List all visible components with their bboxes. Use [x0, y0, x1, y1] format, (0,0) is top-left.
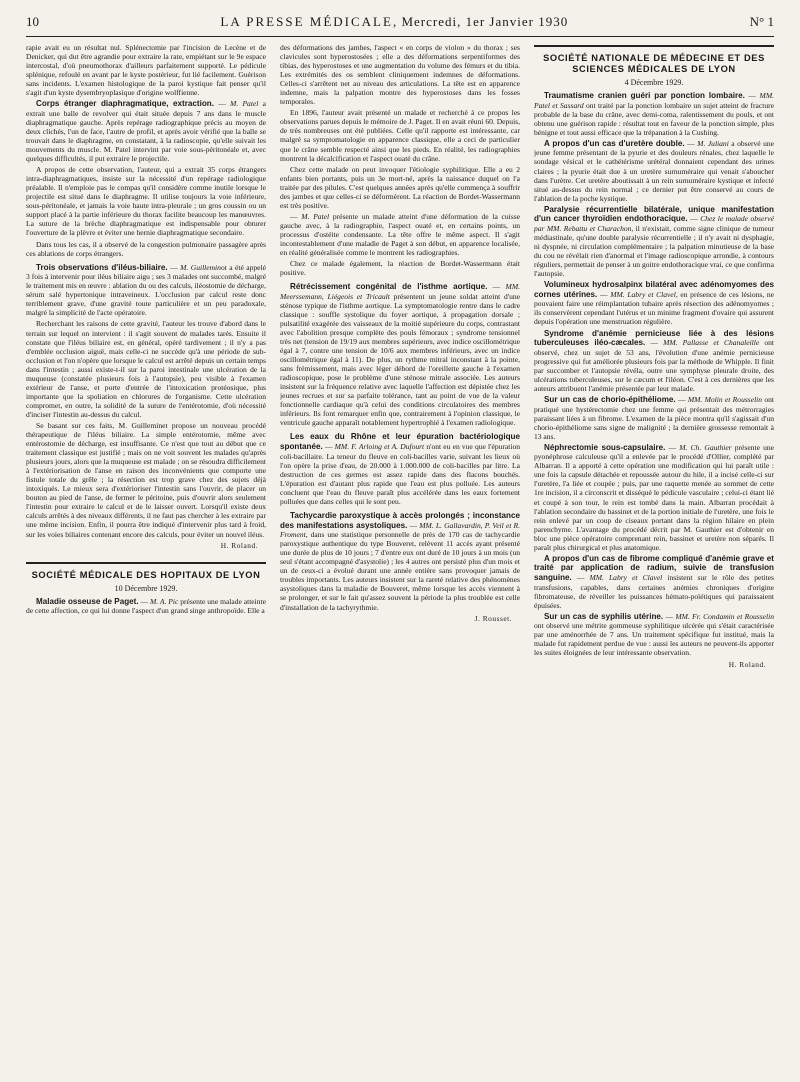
article-paragraph: Néphrectomie sous-capsulaire. — M. Ch. Gauthier présente une pyonéphrose calculeuse qu'il a enlevée par le procédé d'Ollier, complété par Albarran. Il a apporté à cette opération une modification qui lui paraît utile : une fois la capsule détachée et repoussée autour du hile, il a incisé celle-ci sur l'uretère, l'a liée et coupée ; puis, par une raquette menée au sommet de cette 1re incision, il a circonscrit et disséqué le pédicule vasculaire ; celui-ci étant lié et coupé à son tour, le rein est tombé dans la main. Albarran procédait à l'ablation secondaire du bassinet et de la portion initiale de l'uretère, une fois le rein enlevé par un coup de ciseaux portant dans la région hilaire en plein parenchyme. L'avantage du procédé décrit par M. Gauthier est d'obtenir en bloc une pièce opératoire comprenant rein, bassinet et uretère non séparés. Il paraît plus chirurgical et plus anatomique.: [534, 442, 774, 552]
article-title: A propos d'un cas d'uretère double.: [544, 138, 685, 148]
article-author: MM. Meerssemann, Liégeois et Tricault: [280, 282, 520, 301]
article-paragraph: Sur un cas de syphilis utérine. — MM. Fr. Condamin et Rousselin ont observé une métrite gommeuse syphilitique ulcérée qui s'était caractérisée par une aménorrhée de 7 ans. Un traitement spécifique fut institué, mais la malade fut rapidement perdue de vue : aussi les auteurs ne peuvent-ils apporter les suites éloignées de leur intéressante observation.: [534, 611, 774, 658]
article-text: ont pratiqué une hystérectomie chez une femme qui présentait des métrorragies paraissant liées à un fibrome. L'examen de la pièce montra qu'il s'agissait d'un chorio-épithéliome sans signe de malignité ; la dernière grossesse remontait à 13 ans.: [534, 394, 774, 441]
article-text: présentent un jeune soldat atteint d'une sténose typique de l'isthme aortique. La symptomatologie rentre dans le cadre classique : souffle systolique du foyer aortique, à propagation dorsale ; pulsatilité exagérée des vaisseaux de la moitié supérieure du corps, contrastant avec l'abolition presque complète des pouls fémoraux ; syndrome tensionnel très net (tension de 19/19 aux membres supérieurs, avec indice oscillométrique égal à 7, contre une tension de 10/6 aux membres inférieurs, avec un indice oscillométrique égal à 11). De plus, un rythme mitral inconstant à la pointe, sans frémissement, mais avec léger débord de l'oreillette gauche à l'examen radioscopique, pose le problème d'une sténose mitrale associée. Les auteurs insistent sur la fréquence relative avec laquelle l'affection est dépistée chez les jeunes recrues et sur sa parfaite tolérance, tant au point de vue de la valeur fonctionnelle cardiaque qu'à celui des conditions circulatoires des membres inférieurs. Ils font remarquer enfin que, contrairement à l'opinion classique, le ventricule gauche apparaît notablement hypertrophié à l'examen radiologique.: [280, 291, 520, 428]
article-paragraph: Maladie osseuse de Paget. — M. A. Pic présente une malade atteinte de cette affection, ce qui lui donne l'aspect d'un grand singe anthropoïde. Elle a: [26, 596, 266, 616]
article-text: , en présence de ces lésions, ne pouvaient faire une réimplantation tubaire après résection des adénomyomes ; ils conservèrent cependant l'utérus et un minime fragment d'ovaire qui assurent depuis l'opération une menstruation régulière.: [534, 289, 774, 327]
article-text: insistent sur le rôle des petites transfusions, capables, dans certaines anémies chroniques d'origine fibromateuse, de réveiller les puissances hémato-poïétiques qui paraissaient épuisées.: [534, 573, 774, 610]
article-title: Corps étranger diaphragmatique, extraction.: [36, 99, 214, 109]
session-date: 10 Décembre 1929.: [114, 583, 178, 593]
article-text: présente une pyonéphrose calculeuse qu'il a enlevée par le procédé d'Ollier, complété par Albarran. Il a apporté à cette opération une modification qui lui paraît utile : une fois la capsule détachée et repoussée autour du hile, il a incisé celle-ci sur l'uretère, l'a liée et coupée ; puis, par une raquette menée au sommet de cette 1re incision, il a circonscrit et disséqué le pédicule vasculaire ; celui-ci étant lié et coupé à son tour, le rein est tombé dans la main. Albarran procédait à l'ablation secondaire du bassinet et de la portion initiale de l'uretère, une fois le rein enlevé par un coup de ciseaux portant dans la région hilaire en plein parenchyme. L'avantage du procédé décrit par M. Gauthier est d'obtenir en bloc une pièce opératoire comprenant rein, bassinet et uretère non séparés. Il paraît plus chirurgical et plus anatomique.: [534, 442, 774, 552]
article-text: ont observé une métrite gommeuse syphilitique ulcérée qui s'était caractérisée par une aménorrhée de 7 ans. Un traitement spécifique fut institué, mais la malade fut rapidement perdue de vue : aussi les auteurs ne peuvent-ils apporter les suites éloignées de leur intéressante observation.: [534, 621, 774, 658]
column-right: [534, 43, 774, 1073]
article-author: M. Patel: [230, 99, 259, 109]
paragraph: rapie avait eu un résultat nul. Splénectomie par l'incision de Lecène et de Denicker, qui dut être agrandie pour extraire la rate, empiétant sur le 9e espace intercostal, d'où pneumothorax d'ailleurs parfaitement supporté. Le pédicule splénique, refoulé en avant par le kyste postérieur, fut lié facilement. Guérison sans incidents. L'examen histologique de la paroi kystique fait penser qu'il s'agit d'un kyste dysembryoplasique d'origine wolffienne.: [26, 43, 266, 98]
article-author: MM. L. Gallavardin, P. Veil et R. Froment: [280, 520, 520, 540]
article-paragraph: Sur un cas de chorio-épithéliome. — MM. Molin et Rousselin ont pratiqué une hystérectomie chez une femme qui présentait des métrorragies paraissant liées à un fibrome. L'examen de la pièce montra qu'il s'agissait d'un chorio-épithéliome sans signe de malignité ; la dernière grossesse remontait à 13 ans.: [534, 394, 774, 441]
society-name: SOCIÉTÉ MÉDICALE DES HOPITAUX DE LYON: [31, 569, 261, 580]
article-author: M. Guillemin: [180, 262, 221, 272]
article-author: MM. Pallasse et Chanaleille: [663, 338, 760, 348]
article-text: a extrait une balle de revolver qui était située depuis 7 ans dans le muscle diaphragmatique gauche. Après repérage radiographique précis au moyen de deux clichés, l'un de face, l'autre de profil, et après avoir vérifié que la balle se trouvait dans le diaphragme, en constatant, à la radioscopie, qu'elle suivait les mouvements du muscle. M. Patel intervint par voie sous-péritonéale et, avec quelques difficultés, il put extraire le projectile.: [26, 99, 266, 164]
article-paragraph: Corps étranger diaphragmatique, extraction. — M. Patel a extrait une balle de revolver qui était située depuis 7 ans dans le muscle diaphragmatique gauche. Après repérage radiographique précis au moyen de deux clichés, l'un de face, l'autre de profil, et après avoir vérifié que la balle se trouvait dans le diaphragme, en constatant, à la radioscopie, qu'elle suivait les mouvements du muscle. M. Patel intervint par voie sous-péritonéale et, avec quelques difficultés, il put extraire le projectile.: [26, 99, 266, 164]
article-author: MM. Fr. Condamin et Rousselin: [675, 611, 774, 621]
article-title: Néphrectomie sous-capsulaire.: [544, 442, 666, 452]
article-text: ont traité par la ponction lombaire un sujet atteint de fracture probable de la base du crâne, avec demi-coma, ralentissement du pouls, et ont obtenu une guérison rapide : résultat tout en faveur de la ponction simple, plus bénigne et tout aussi efficace que la trépanation à la Cushing.: [534, 100, 774, 137]
article-text: n'ont eu en vue que l'épuration coli-bacillaire. La teneur du fleuve en coli-bacilles varie, suivant les lieux où l'on opère la prise d'eau, de 20.000 à 1.000.000 de coli-bacilles par litre. La destruction de ces germes est assez rapide dans des flacons bouchés. L'épuration est d'autant plus rapide que l'eau est plus polluée. Les auteurs concluent que l'eau du fleuve paraît plus accélérée dans les eaux fortement polluées que dans celles qui le sont peu.: [280, 442, 520, 506]
paragraph: En 1896, l'auteur avait présenté un malade et recherché à ce propos les observations parues depuis le mémoire de J. Paget. Il en avait réuni 60. Depuis, de très nombreuses ont été publiées. Celle qu'il rapporte est intéressante, car malgré sa symptomatologie en apparence classique, elle a ceci de particulier que le crâne semble respecté ainsi que les pieds. En réalité, les radiographies montrent la décalcification et l'aspect ouaté du crâne.: [280, 108, 520, 163]
paragraph: Recherchant les raisons de cette gravité, l'auteur les trouve d'abord dans le terrain sur lequel on intervient : il s'agit souvent de malades tarés. Ensuite il constate que l'iléus biliaire est, en général, opéré tardivement ; il n'y a pas d'emblée occlusion aiguë, mais celle-ci ne succède qu'à une période de sub-occlusion et l'on n'opère que lorsque le calcul est arrêté depuis un certain temps dans l'intestin ; aussi existe-t-il sur la paroi intestinale une ulcération de la muqueuse (constatée plusieurs fois à l'autopsie), peu visible à l'examen extérieur de l'anse, et porte d'entrée de l'intoxication protéosique, plus importante que la spoliation en chlorures de l'organisme. Cette ulcération compromet, en outre, la solidité de la suture de l'entérotomie, d'où nécessité d'inciser l'intestin au-dessus du calcul.: [26, 319, 266, 419]
article-author: MM. Patel et Sassard: [534, 91, 774, 110]
article-author: MM. Labry et Clavel: [610, 289, 676, 299]
section-rule: [26, 562, 266, 564]
section-rule: [534, 45, 774, 47]
society-name: SOCIÉTÉ NATIONALE DE MÉDECINE ET DES SCIENCES MÉDICALES DE LYON: [543, 53, 765, 74]
article-paragraph: Volumineux hydrosalpinx bilatéral avec adénomyomes des cornes utérines. — MM. Labry et Clavel, en présence de ces lésions, ne pouvaient faire une réimplantation tubaire après résection des adénomyomes ; ils conservèrent cependant l'utérus et un minime fragment d'ovaire qui assurent depuis l'opération une menstruation régulière.: [534, 280, 774, 327]
signature: H. Roland.: [728, 659, 766, 669]
article-paragraph: Paralysie récurrentielle bilatérale, unique manifestation d'un cancer thyroïdien endothoracique. — Chez le malade observé par MM. Rebattu et Charachon, il n'existait, comme signe clinique de tumeur médiastinale, qu'une double paralysie récurrentielle ; il n'y avait ni dysphagie, ni dyspnée, ni circulation complémentaire ; la palpation minutieuse de la base du cou ne révélait rien d'anormal et l'image radioscopique arrondie, à contours réguliers, permettait de penser à un goitre endothoracique vrai, ce que confirma l'autopsie.: [534, 204, 774, 279]
article-title: Paralysie récurrentielle bilatérale, unique manifestation d'un cancer thyroïdien endothoracique.: [534, 204, 774, 224]
article-title: Sur un cas de chorio-épithéliome.: [544, 394, 676, 404]
article-text: , dans une statistique personnelle de près de 170 cas de tachycardie paroxystique authentique du type Bouveret, relèvent 11 accès ayant présenté une durée de plus de 10 jours ; 7 d'entre eux ont duré de 10 jours à un mois (un seul s'étant accompagné d'asystolie) ; les 4 autres ont persisté plus d'un mois et un de ceux-ci a évolué durant une année entière sans provoquer jamais de troubles importants. Les auteurs insistent sur la rareté relative des phénomènes asystoliques dans la maladie de Bouveret, même lorsque les accès viennent à se prolonger, et sur le fait qu'assez souvent la période la plus troublée est celle d'installation de la tachyrythmie.: [280, 530, 520, 612]
column-left: [26, 43, 266, 1073]
paragraph: Chez cette malade on peut invoquer l'étiologie syphilitique. Elle a eu 2 enfants bien portants, puis un 3e mort-né, après la naissance duquel on l'a traitée par des pilules. C'est quelques années après qu'elle commença à souffrir des jambes et que celles-ci se déformèrent. La réaction de Bordet-Wassermann est très positive.: [280, 164, 520, 210]
article-author: Chez le malade observé par MM. Rebattu et Charachon: [534, 214, 774, 233]
article-author: M. A. Pic: [149, 596, 179, 606]
paragraph: Se basant sur ces faits, M. Guilleminet propose un nouveau procédé thérapeutique de l'iléus biliaire. La simple entérotomie, même avec entérostomie de décharge, est insuffisante. Ce n'est que tout au début que ce traitement classique est justifié ; mais on ne voit souvent les malades qu'après plusieurs jours, alors que la muqueuse est malade ; on se résoudra difficilement à l'extériorisation de l'anse en raison des inconvénients que comporte une fistule totale du grêle ; la résection est trop grave chez des sujets déjà intoxiqués. Le mieux sera d'extérioriser l'intestin sans l'ouvrir, de placer un bouton au pied de l'anse, de fermer le péritoine, puis d'ouvrir alors seulement l'intestin pour extraire le calcul et de le laisser ouvert. Lorsqu'il existe deux calculs arrêtés à des niveaux différents, il ne faut pas chercher à les extraire par une même incision. Enfin, il pourra être indiqué d'intervenir plus tard à froid, sur les voies biliaires contenant encore des calculs, pour éviter un nouvel iléus.: [26, 420, 266, 539]
article-paragraph: — M. Patel présente un malade atteint d'une déformation de la cuisse gauche avec, à la radiographie, l'aspect ouaté et, en certains points, un processus d'ostéite condensante. La tête offre le même aspect. Il s'agit incontestablement d'une maladie de Paget à son début, en apparence localisée, en réalité généralisée comme le montrent les radiographies.: [280, 211, 520, 258]
article-title: A propos d'un cas de fibrome compliqué d'anémie grave et traité par application de radium, suivie de transfusion sanguine.: [534, 553, 774, 582]
society-heading: [26, 562, 266, 593]
article-author: MM. Labry et Clavel: [589, 573, 663, 582]
article-title: Syndrome d'anémie pernicieuse liée à des lésions tuberculeuses iléo-cæcales.: [534, 328, 774, 348]
article-paragraph: Tachycardie paroxystique à accès prolongés ; inconstance des manifestations asystoliques. — MM. L. Gallavardin, P. Veil et R. Froment, dans une statistique personnelle de près de 170 cas de tachycardie paroxystique authentique du type Bouveret, relèvent 11 accès ayant présenté une durée de plus de 10 jours ; 7 d'entre eux ont duré de 10 jours à un mois (un seul s'étant accompagné d'asystolie) ; les 4 autres ont persisté plus d'un mois et un de ceux-ci a évolué durant une année entière sans provoquer jamais de troubles importants. Les auteurs insistent sur la rareté relative des phénomènes asystoliques dans la maladie de Bouveret, même lorsque les accès viennent à se prolonger, et sur le fait qu'assez souvent la période la plus troublée est celle d'installation de la tachyrythmie.: [280, 510, 520, 612]
paragraph: A propos de cette observation, l'auteur, qui a extrait 35 corps étrangers intra-diaphragmatiques, insiste sur la nécessité d'un repérage radiologique préalable. Il n'emploie pas le compas qu'il considère comme inutile lorsque le projectile est situé dans le diaphragme. Il utilise toujours la voie inférieure, sous-péritonéale, et jamais la voie haute intra-pleurale ; un gros coussin ou un support placé à la partie inférieure du thorax facilite beaucoup les manœuvres. La suture de la brèche diaphragmatique est indispensable pour obturer l'ouverture de la plèvre et éviter une hernie diaphragmatique secondaire.: [26, 165, 266, 238]
column-middle: [280, 43, 520, 1073]
issue-number: N° 1: [749, 14, 774, 29]
article-author: M. Patel: [301, 211, 330, 221]
article-title: Rétrécissement congénital de l'isthme aortique.: [290, 282, 488, 292]
article-title: Volumineux hydrosalpinx bilatéral avec adénomyomes des cornes utérines.: [534, 280, 774, 299]
article-author: M. Ch. Gauthier: [679, 442, 732, 452]
article-paragraph: Traumatisme cranien guéri par ponction lombaire. — MM. Patel et Sassard ont traité par la ponction lombaire un sujet atteint de fracture probable de la base du crâne, avec demi-coma, ralentissement du pouls, et ont obtenu une guérison rapide : résultat tout en faveur de la ponction simple, plus bénigne et tout aussi efficace que la trépanation à la Cushing.: [534, 91, 774, 137]
article-paragraph: A propos d'un cas d'uretère double. — M. Juliani a observé une jeune femme présentant de la pyurie et des douleurs rénales, chez laquelle le sondage vésical et le cathétérisme urétéral donnaient cependant des urines claires ; la pyurie était due à un uretère surnuméraire qui venait s'aboucher dans l'urètre. Cet uretère aboutissait à un rein surnuméraire kystique et infecté situé au-dessus du rein normal ; ce dernier put être conservé au cours de l'ablation de la poche kystique.: [534, 138, 774, 203]
page-number: 10: [26, 14, 39, 29]
paragraph: Dans tous les cas, il a observé de la congestion pulmonaire passagère après ces ablations de corps étrangers.: [26, 239, 266, 258]
article-title: Traumatisme cranien guéri par ponction lombaire.: [544, 91, 745, 101]
article-paragraph: Trois observations d'iléus-biliaire. — M. Guilleminot a été appelé 3 fois à intervenir pour iléus biliaire aigu ; ses 3 malades ont succombé, malgré le traitement mis en œuvre : ablation du ou des calculs, iléostomie de décharge, sérum salé hypertonique intraveineux. L'occlusion par calcul reste donc terriblement grave, d'une gravité toute particulière et un peu paradoxale, malgré la simplicité de l'acte opératoire.: [26, 262, 266, 318]
article-author: MM. Molin et Rousselin: [687, 394, 763, 404]
article-title: Trois observations d'iléus-biliaire.: [36, 262, 168, 272]
article-author: MM. F. Arloing et A. Dufourt: [334, 442, 425, 452]
article-title: Sur un cas de syphilis utérine.: [544, 611, 664, 621]
article-text: présente un malade atteint d'une déformation de la cuisse gauche avec, à la radiographie, l'aspect ouaté et, en certains points, un processus d'ostéite condensante. La tête offre le même aspect. Il s'agit incontestablement d'une maladie de Paget à son début, en apparence localisée, en réalité généralisée comme le montrent les radiographies.: [280, 211, 520, 258]
article-text: présente une malade atteinte de cette affection, ce qui lui donne l'aspect d'un grand singe anthropoïde. Elle a: [26, 596, 266, 616]
article-text: a observé une jeune femme présentant de la pyurie et des douleurs rénales, chez laquelle le sondage vésical et le cathétérisme urétéral donnaient cependant des urines claires ; la pyurie était due à un uretère surnuméraire qui venait s'aboucher dans l'urètre. Cet uretère aboutissait à un rein surnuméraire kystique et infecté situé au-dessus du rein normal ; ce dernier put être conservé au cours de l'ablation de la poche kystique.: [534, 138, 774, 203]
paragraph: Chez ce malade également, la réaction de Bordet-Wassermann était positive.: [280, 259, 520, 278]
article-paragraph: Les eaux du Rhône et leur épuration bactériologique spontanée. — MM. F. Arloing et A. Dufourt n'ont eu en vue que l'épuration coli-bacillaire. La teneur du fleuve en coli-bacilles varie, suivant les lieux où l'on opère la prise d'eau, de 20.000 à 1.000.000 de coli-bacilles par litre. La destruction de ces germes est assez rapide dans des flacons bouchés. L'épuration est d'autant plus rapide que l'eau est plus polluée. Les auteurs concluent que l'eau du fleuve paraît plus accélérée dans les eaux fortement polluées que dans celles qui le sont peu.: [280, 432, 520, 506]
article-paragraph: A propos d'un cas de fibrome compliqué d'anémie grave et traité par application de radium, suivie de transfusion sanguine. — MM. Labry et Clavel insistent sur le rôle des petites transfusions, capables, dans certaines anémies chroniques d'origine fibromateuse, de réveiller les puissances hémato-poïétiques qui paraissaient épuisées.: [534, 553, 774, 610]
session-date: 4 Décembre 1929.: [624, 78, 684, 87]
article-text: , il n'existait, comme signe clinique de tumeur médiastinale, qu'une double paralysie récurrentielle ; il n'y avait ni dysphagie, ni dyspnée, ni circulation complémentaire ; la palpation minutieuse de la base du cou ne révélait rien d'anormal et l'image radioscopique arrondie, à contours réguliers, permettait de penser à un goitre endothoracique vrai, ce que confirma l'autopsie.: [534, 223, 774, 279]
article-paragraph: Syndrome d'anémie pernicieuse liée à des lésions tuberculeuses iléo-cæcales. — MM. Pallasse et Chanaleille ont observé, chez un sujet de 53 ans, l'évolution d'une anémie pernicieuse progressive qui fut améliorée plusieurs fois par la méthode de Whipple. Il finit par succomber et l'autopsie révéla, outre une symphyse pleurale droite, des ulcérations tuberculeuses, sur le cæcum et l'iléon. C'est à ces dernières que les auteurs attribuent l'anémie présentée par leur malade.: [534, 328, 774, 393]
article-title: Tachycardie paroxystique à accès prolongés ; inconstance des manifestations asystoliques.: [280, 510, 520, 530]
article-text: ot a été appelé 3 fois à intervenir pour iléus biliaire aigu ; ses 3 malades ont succombé, malgré le traitement mis en œuvre : ablation du ou des calculs, iléostomie de décharge, sérum salé hypertonique intraveineux. L'occlusion par calcul reste donc terriblement grave, d'une gravité toute particulière et un peu paradoxale, malgré la simplicité de l'acte opératoire.: [26, 262, 266, 318]
page-header: [26, 14, 774, 37]
society-heading: [534, 45, 774, 87]
article-title: Maladie osseuse de Paget.: [36, 596, 139, 606]
signature: H. Roland.: [220, 540, 258, 550]
issue-date: , Mercredi, 1er Janvier 1930: [392, 14, 569, 29]
article-author: M. Juliani: [697, 138, 729, 148]
journal-name: LA PRESSE MÉDICALE: [220, 14, 393, 29]
article-title: Les eaux du Rhône et leur épuration bactériologique spontanée.: [280, 432, 520, 452]
article-columns: [26, 43, 774, 1073]
article-paragraph: Rétrécissement congénital de l'isthme aortique. — MM. Meerssemann, Liégeois et Tricault présentent un jeune soldat atteint d'une sténose typique de l'isthme aortique. La symptomatologie rentre dans le cadre classique : souffle systolique du foyer aortique, à propagation dorsale ; pulsatilité exagérée des vaisseaux de la moitié supérieure du corps, contrastant avec l'abolition presque complète des pouls fémoraux ; syndrome tensionnel très net (tension de 19/19 aux membres supérieurs, avec indice oscillométrique égal à 7, contre une tension de 10/6 aux membres inférieurs, avec un indice oscillométrique égal à 11). De plus, un rythme mitral inconstant à la pointe, sans frémissement, mais avec léger débord de l'oreillette gauche à l'examen radioscopique, pose le problème d'une sténose mitrale associée. Les auteurs insistent sur la fréquence relative avec laquelle l'affection est dépistée chez les jeunes recrues et sur sa parfaite tolérance, tant au point de vue de la valeur fonctionnelle cardiaque qu'à celui des conditions circulatoires des membres inférieurs. Ils font remarquer enfin que, contrairement à l'opinion classique, le ventricule gauche apparaît notablement hypertrophié à l'examen radiologique.: [280, 282, 520, 428]
article-text: ont observé, chez un sujet de 53 ans, l'évolution d'une anémie pernicieuse progressive qui fut améliorée plusieurs fois par la méthode de Whipple. Il finit par succomber et l'autopsie révéla, outre une symphyse pleurale droite, des ulcérations tuberculeuses, sur le cæcum et l'iléon. C'est à ces dernières que les auteurs attribuent l'anémie présentée par leur malade.: [534, 338, 774, 393]
paragraph: des déformations des jambes, l'aspect « en corps de violon » du thorax ; ses clavicules sont hyperostosées ; elle a des déformations serpentiformes des tibias, des hyperostoses et une augmentation du volume des fémurs et du tibia. Les extrémités des os semblent cliniquement indemnes de déformations. Celles-ci s'arrêtent net au niveau des articulations. La tête est en apparence indemne, mais la palpation montre des hyperostoses dans les fosses temporales.: [280, 43, 520, 107]
signature: J. Rousset.: [474, 613, 512, 623]
journal-title: [220, 14, 568, 30]
